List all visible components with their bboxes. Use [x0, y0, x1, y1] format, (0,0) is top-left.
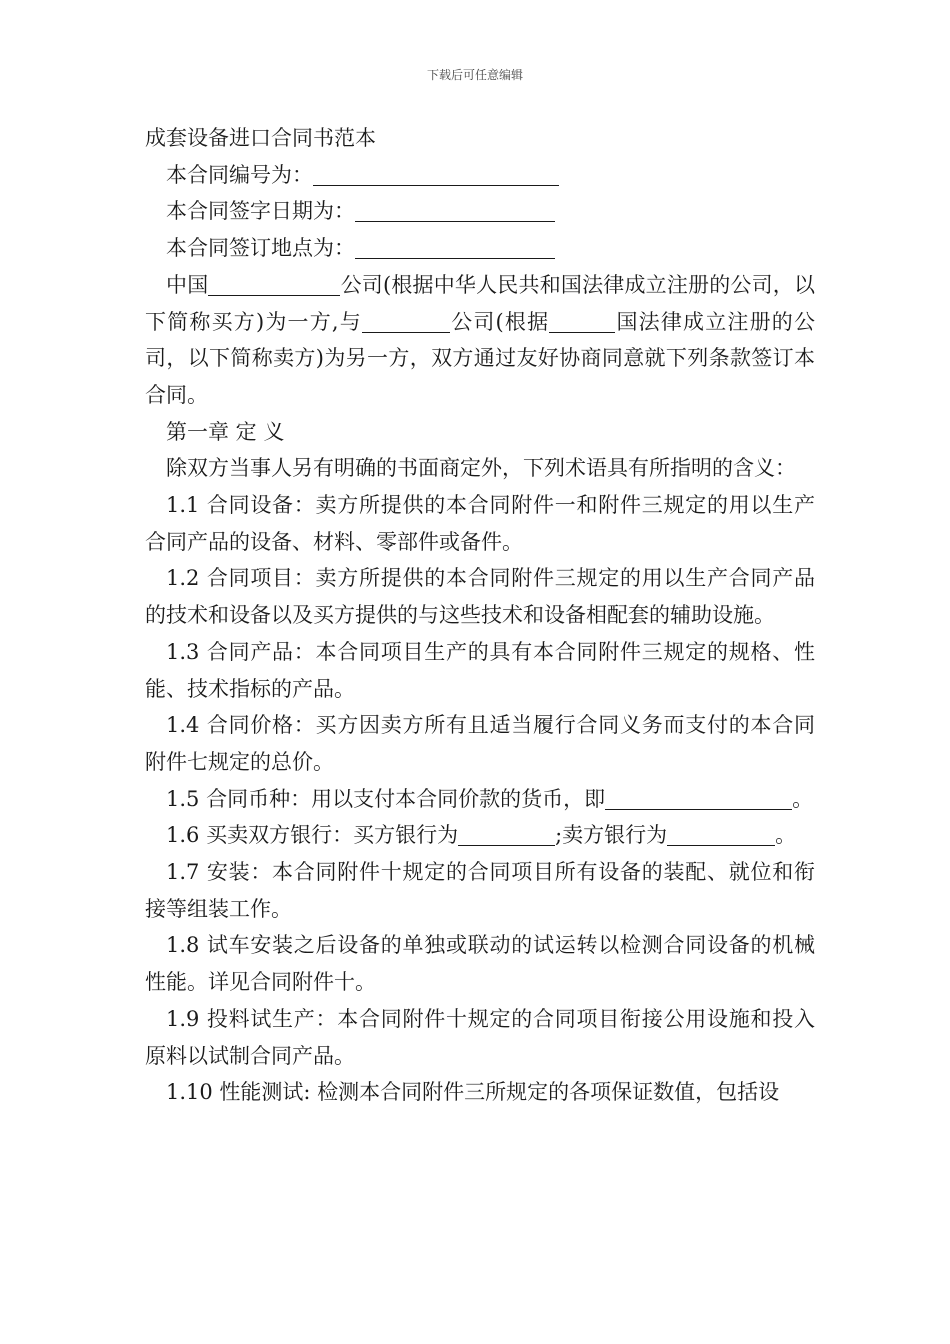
- page-header-note: 下载后可任意编辑: [426, 68, 523, 82]
- definition-1-5-end: 。: [792, 786, 814, 811]
- sign-place-label: 本合同签订地点为：: [166, 236, 355, 261]
- definition-1-6-text-a: 1.6 买卖双方银行：买方银行为: [166, 823, 459, 848]
- seller-country-blank: [549, 311, 615, 333]
- buyer-company-blank: [208, 274, 340, 296]
- document-title: 成套设备进口合同书范本: [145, 126, 376, 150]
- seller-bank-blank: [667, 824, 775, 846]
- currency-blank: [605, 788, 783, 810]
- definition-1-2: 1.2 合同项目：卖方所提供的本合同附件三规定的用以生产合同产品的技术和设备以及买方提供的与这些技术和设备相配套的辅助设施。: [145, 566, 815, 628]
- definition-1-6-end: 。: [775, 823, 797, 848]
- definitions-intro: 除双方当事人另有明确的书面商定外，下列术语具有所指明的含义：: [166, 456, 796, 481]
- parties-text-1: 中国: [166, 272, 209, 297]
- document-body: [145, 120, 815, 1111]
- contract-number-line: [145, 157, 815, 194]
- sign-place-blank: [355, 237, 555, 259]
- definition-1-5-text: 1.5 合同币种：用以支付本合同价款的货币，即: [166, 786, 606, 811]
- currency-blank-tail: [783, 788, 792, 810]
- buyer-bank-blank: [458, 824, 555, 846]
- definition-1-3: 1.3 合同产品：本合同项目生产的具有本合同附件三规定的规格、性能、技术指标的产品。: [145, 639, 815, 701]
- sign-date-label: 本合同签字日期为：: [166, 199, 355, 224]
- definition-1-4: 1.4 合同价格：买方因卖方所有且适当履行合同义务而支付的本合同附件七规定的总价。: [145, 713, 815, 774]
- chapter-heading: 第一章 定 义: [166, 419, 285, 444]
- parties-text-4: 国法律成立注册的公司，以下简称卖方)为另一方，双方通过友好协商同意就下列条款签订本合同。: [145, 309, 815, 407]
- parties-paragraph: [145, 267, 815, 414]
- definition-1-1: 1.1 合同设备：卖方所提供的本合同附件一和附件三规定的用以生产合同产品的设备、材料、零部件或备件。: [145, 493, 815, 554]
- seller-company-blank: [362, 311, 450, 333]
- definition-1-9: 1.9 投料试生产：本合同附件十规定的合同项目衔接公用设施和投入原料以试制合同产品。: [145, 1006, 815, 1068]
- definition-1-10: 1.10 性能测试: 检测本合同附件三所规定的各项保证数值，包括设: [166, 1080, 780, 1105]
- contract-number-label: 本合同编号为：: [166, 162, 313, 187]
- definition-1-6: [145, 817, 815, 854]
- sign-date-blank: [355, 200, 555, 222]
- sign-place-line: [145, 230, 815, 267]
- definition-1-6-text-b: ;卖方银行为: [555, 823, 668, 848]
- contract-number-blank: [313, 164, 559, 186]
- sign-date-line: [145, 193, 815, 230]
- definition-1-5: [145, 781, 815, 818]
- parties-text-2: 公司(根据中华人民共和国法律成立注册的公司，以下简称买方)为一方,与: [145, 272, 815, 334]
- definition-1-8: 1.8 试车安装之后设备的单独或联动的试运转以检测合同设备的机械性能。详见合同附件十。: [145, 933, 815, 995]
- definition-1-7: 1.7 安装：本合同附件十规定的合同项目所有设备的装配、就位和衔接等组装工作。: [145, 860, 815, 921]
- parties-text-3: 公司(根据: [449, 309, 550, 334]
